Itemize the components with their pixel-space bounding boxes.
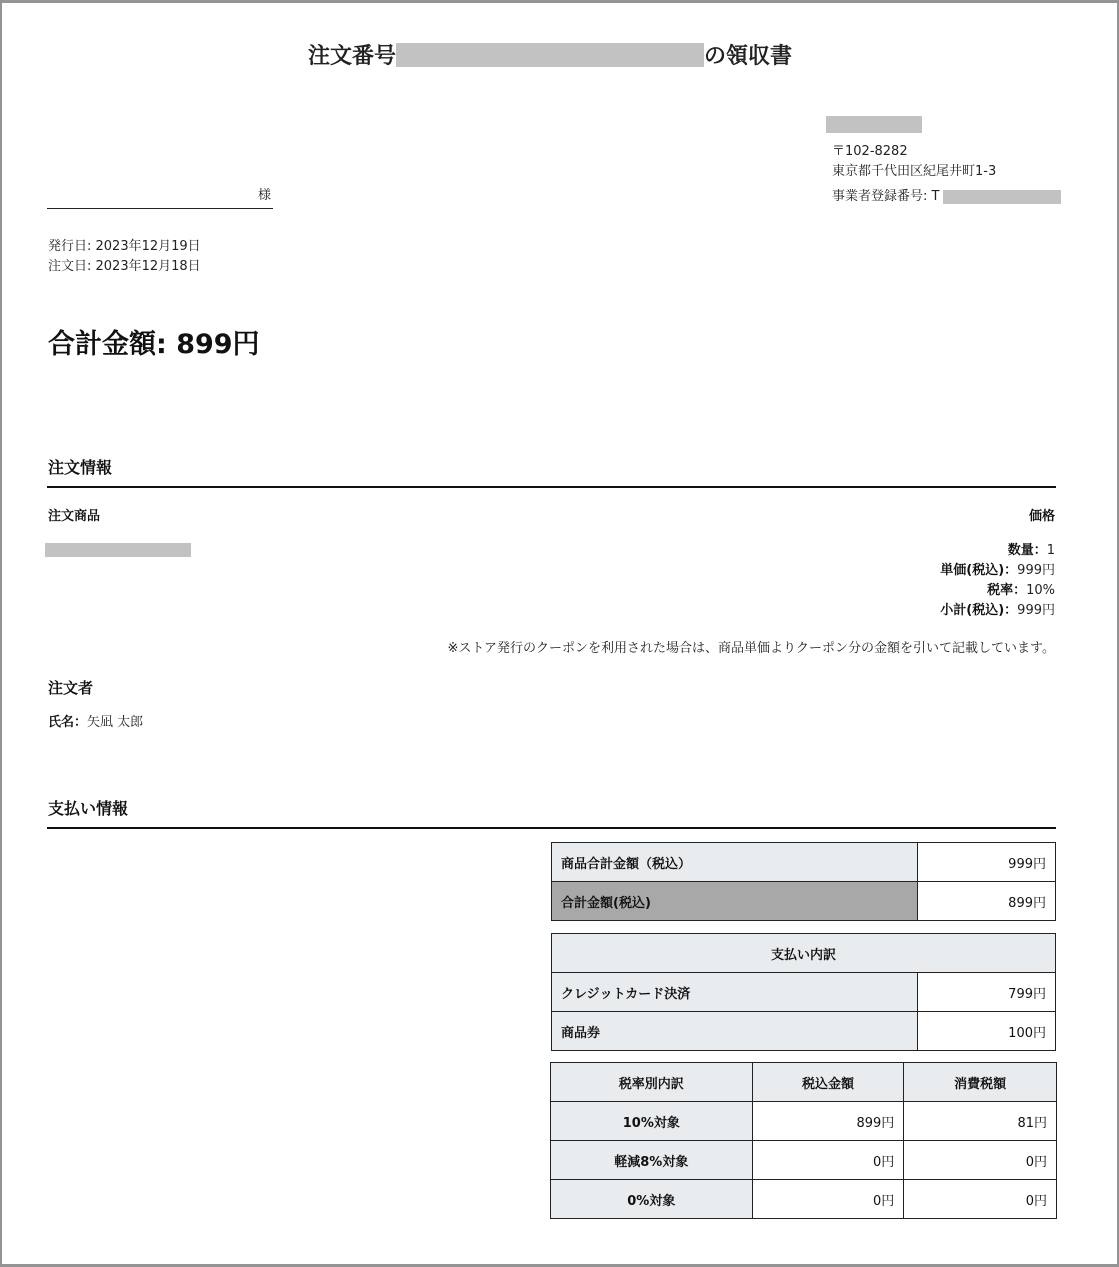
registration-label: 事業者登録番号: T bbox=[832, 189, 940, 204]
title-suffix: の領収書 bbox=[704, 44, 793, 69]
tax-rate-label: 税率： bbox=[987, 583, 1027, 598]
tax-col-header-category: 税率別内訳 bbox=[551, 1063, 753, 1102]
issuer-address: 東京都千代田区紀尾井町1-3 bbox=[832, 164, 997, 179]
tax-col-header-tax: 消費税額 bbox=[904, 1063, 1057, 1102]
order-date: 注文日: 2023年12月18日 bbox=[48, 259, 201, 274]
issuer-name-redacted bbox=[826, 116, 922, 133]
credit-card-label: クレジットカード決済 bbox=[552, 973, 918, 1012]
item-specs bbox=[940, 541, 1055, 621]
table-row bbox=[552, 1012, 1056, 1051]
issue-date: 発行日: 2023年12月19日 bbox=[48, 239, 201, 254]
table-row bbox=[551, 1141, 1057, 1180]
item-name-redacted[interactable] bbox=[45, 543, 191, 557]
table-row bbox=[552, 973, 1056, 1012]
gift-voucher-value: 100円 bbox=[918, 1012, 1056, 1051]
recipient-line bbox=[47, 186, 273, 209]
table-row bbox=[551, 1102, 1057, 1141]
registration-number-redacted bbox=[943, 190, 1061, 204]
item-total-label: 商品合計金額（税込） bbox=[552, 843, 918, 882]
coupon-note: ※ストア発行のクーポンを利用された場合は、商品単価よりクーポン分の金額を引いて記載しています。 bbox=[447, 641, 1055, 656]
grand-total-value: 899円 bbox=[918, 882, 1056, 921]
tax-row-label: 軽減8%対象 bbox=[551, 1141, 753, 1180]
payment-info-heading: 支払い情報 bbox=[48, 799, 129, 818]
table-row bbox=[552, 882, 1056, 921]
recipient-honorific: 様 bbox=[257, 188, 271, 203]
buyer-name-value: 矢凪 太郎 bbox=[87, 715, 144, 730]
table-row bbox=[551, 1180, 1057, 1219]
buyer-name bbox=[48, 711, 143, 730]
tax-row-amount: 0円 bbox=[752, 1180, 904, 1219]
tax-row-label: 10%対象 bbox=[551, 1102, 753, 1141]
quantity-row bbox=[940, 541, 1055, 561]
credit-card-value: 799円 bbox=[918, 973, 1056, 1012]
quantity-value: 1 bbox=[1046, 543, 1055, 558]
tax-row-tax: 0円 bbox=[904, 1141, 1057, 1180]
payment-breakdown-table bbox=[551, 933, 1056, 1051]
buyer-name-label: 氏名： bbox=[48, 715, 88, 730]
tax-row-amount: 899円 bbox=[752, 1102, 904, 1141]
page-title bbox=[0, 42, 1100, 72]
issuer-block bbox=[826, 116, 1061, 207]
subtotal-row bbox=[940, 601, 1055, 621]
subtotal-value: 999円 bbox=[1017, 603, 1055, 618]
total-amount: 合計金額: 899円 bbox=[48, 329, 260, 360]
unit-price-value: 999円 bbox=[1017, 563, 1055, 578]
table-row bbox=[552, 843, 1056, 882]
order-number-redacted bbox=[396, 43, 704, 67]
table-header-row bbox=[551, 1063, 1057, 1102]
grand-total-label: 合計金額(税込) bbox=[552, 882, 918, 921]
order-info-divider bbox=[47, 486, 1056, 488]
issuer-postal: 〒102-8282 bbox=[832, 144, 908, 159]
quantity-label: 数量： bbox=[1007, 543, 1047, 558]
unit-price-label: 単価(税込)： bbox=[940, 563, 1018, 578]
issuer-registration bbox=[826, 187, 1061, 207]
tax-row-amount: 0円 bbox=[752, 1141, 904, 1180]
unit-price-row bbox=[940, 561, 1055, 581]
tax-row-label: 0%対象 bbox=[551, 1180, 753, 1219]
payment-summary-table bbox=[551, 842, 1056, 921]
gift-voucher-label: 商品券 bbox=[552, 1012, 918, 1051]
tax-col-header-amount: 税込金額 bbox=[752, 1063, 904, 1102]
payment-breakdown-heading: 支払い内訳 bbox=[552, 934, 1056, 973]
tax-rate-value: 10% bbox=[1026, 583, 1055, 598]
price-column-header: 価格 bbox=[1028, 509, 1055, 524]
tax-row-tax: 81円 bbox=[904, 1102, 1057, 1141]
tax-row-tax: 0円 bbox=[904, 1180, 1057, 1219]
tax-breakdown-table bbox=[550, 1062, 1057, 1219]
payment-info-divider bbox=[47, 827, 1056, 829]
table-row bbox=[552, 934, 1056, 973]
order-item-column-header: 注文商品 bbox=[48, 509, 101, 524]
order-info-heading: 注文情報 bbox=[48, 458, 113, 477]
tax-rate-row bbox=[940, 581, 1055, 601]
title-prefix: 注文番号 bbox=[307, 44, 396, 69]
item-total-value: 999円 bbox=[918, 843, 1056, 882]
subtotal-label: 小計(税込)： bbox=[940, 603, 1018, 618]
buyer-heading: 注文者 bbox=[48, 679, 94, 697]
dates-block bbox=[48, 237, 201, 277]
